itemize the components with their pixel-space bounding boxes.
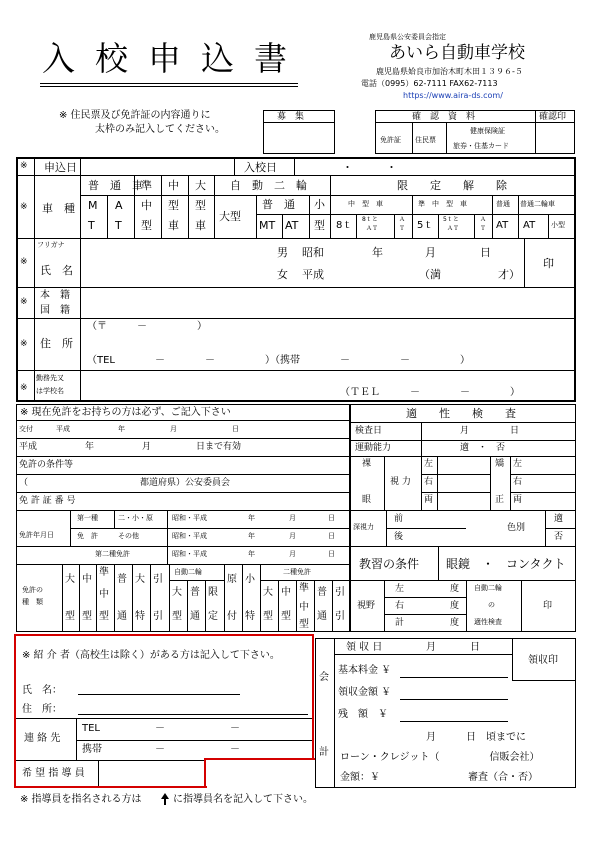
hi2-label[interactable]: 否 [554, 532, 564, 542]
boshu-label: 募 集 [277, 112, 305, 122]
lt-kata-1: 型 [65, 611, 75, 622]
nyuko-field[interactable] [300, 156, 500, 176]
kofu-tsuki: 月 [170, 425, 177, 433]
at-label-2: AT [496, 220, 509, 231]
kyoshu-label: 教習の条件 [359, 557, 420, 571]
at-label-3: AT [523, 220, 536, 231]
lt-naka-3: 中 [281, 587, 291, 598]
sh-1: 昭和・平成 [172, 514, 207, 522]
lt-oo-3: 大 [172, 587, 182, 598]
ryoshukin-label: 領収金額 ￥ [338, 687, 392, 698]
ryoshuin-label: 領収印 [528, 655, 558, 666]
tekiho-label[interactable]: 適 [554, 514, 564, 524]
designation: 鹿児島県公安委員会指定 [369, 33, 446, 41]
school-url[interactable]: https://www.aira-ds.com/ [403, 91, 503, 100]
vision-both: 両 [424, 495, 434, 505]
kofu-hi: 日 [232, 425, 239, 433]
loan-label: ローン・クレジット（ 信販会社） [340, 752, 540, 763]
school-address: 鹿児島県姶良市加治木町木田１３９６-５ [376, 67, 523, 76]
mark-1: ※ [20, 161, 28, 171]
vision-left: 左 [424, 459, 434, 469]
t-label-1: T [88, 219, 95, 232]
gan-label: 眼 [362, 495, 372, 505]
corrected-right: 右 [513, 477, 523, 487]
jido-nirin-label: 自 動 二 輪 [230, 179, 307, 192]
kokomade-label: 月 日 頃までに [426, 732, 526, 743]
license-header: ※ 現在免許をお持ちの方は必ず、ご記入下さい [20, 407, 231, 418]
sh-2: 昭和・平成 [172, 532, 207, 540]
lt-kata-5: 型 [263, 611, 273, 622]
mark-4: ※ [20, 297, 28, 307]
honseki-label: 本 籍 [40, 290, 70, 301]
shinshi-label: 深視力 [353, 523, 374, 531]
lt-kata-2: 型 [82, 611, 92, 622]
school-phone: 電話（0995）62-7111 FAX62-7113 [361, 79, 498, 88]
kofu-nen: 年 [118, 425, 125, 433]
kofu-heisei: 平成 [56, 425, 70, 433]
5tat-at-label: ＡＴ [447, 225, 460, 232]
ref-dash-4: － [230, 744, 240, 755]
lt-kata-6: 型 [281, 611, 291, 622]
kinmu-tel-field[interactable]: （ＴＥＬ － － ） [340, 387, 520, 398]
lt-tsuu-3: 通 [317, 611, 327, 622]
mt-label: MT [259, 219, 276, 232]
mae-label: 前 [394, 514, 404, 524]
sha-label-2: 車 [195, 219, 206, 232]
lt-fu-2: 普 [190, 587, 200, 598]
lt-hiku-1: 引 [153, 574, 163, 585]
hi-b: 日 [328, 532, 335, 540]
sei-label: 正 [495, 495, 505, 505]
lt-kata-4: 型 [172, 611, 182, 622]
postal-field[interactable]: （〒 － ） [87, 321, 207, 332]
referral-name-field[interactable] [78, 680, 240, 694]
yuko-nen: 年 [85, 442, 95, 452]
kei-label: 計 [319, 747, 329, 758]
tsuki-a: 月 [289, 514, 296, 522]
futsu2-label: 普通 [496, 200, 510, 208]
oogata-label: 大型 [219, 210, 241, 223]
nishu-label: 第二種免許 [95, 550, 130, 558]
ref-dash-1: － [155, 723, 165, 734]
ref-tel-label: TEL [82, 723, 100, 734]
sh-3: 昭和・平成 [172, 550, 207, 558]
kogata-label: 小型 [551, 221, 565, 229]
lt-oo-4: 大 [263, 587, 273, 598]
mark-3: ※ [20, 257, 28, 267]
a-small-2: Ａ [480, 216, 487, 223]
moushikomi-field[interactable] [90, 158, 230, 174]
tsuki-c: 月 [289, 550, 296, 558]
jun-chugata-label: 準 中 型 車 [418, 200, 467, 208]
kibo-label: 希 望 指 導 員 [22, 768, 85, 779]
tel-field[interactable]: （TEL － － ）（携帯 － － ） [87, 355, 470, 366]
lt-toku-1: 特 [135, 611, 145, 622]
yuko-heisei: 平成 [19, 442, 38, 452]
no-label: の [488, 601, 495, 609]
lt-sho: 小 [245, 574, 255, 585]
kyo-label: 矯 [495, 459, 505, 469]
hoken-label: 健康保険証 [470, 127, 505, 135]
lt-hiku-3: 引 [335, 587, 345, 598]
nen-a: 年 [248, 514, 255, 522]
kibo-field[interactable] [100, 762, 202, 784]
futsu-label: 普 通 [262, 198, 295, 211]
kata-label-2: 型 [168, 199, 179, 212]
ref-dash-3: － [155, 744, 165, 755]
ra-label: 裸 [362, 459, 372, 469]
gentei-label: 限 定 解 除 [397, 179, 507, 192]
koan-label: 都道府県）公安委員会 [140, 478, 231, 488]
shurui-label-1: 免許の [22, 586, 43, 594]
t-small-2: Ｔ [480, 225, 487, 232]
lt-hiku-4: 引 [335, 611, 345, 622]
onna-label[interactable]: 女 [277, 268, 288, 281]
in-label: 印 [543, 257, 554, 270]
bango-label: 免 許 証 番 号 [19, 496, 76, 506]
lt-tei: 定 [208, 611, 218, 622]
aptitude-header: 適 性 検 査 [406, 407, 516, 420]
kakunin-in-label: 確認印 [539, 112, 567, 122]
renraku-label: 連 絡 先 [24, 733, 61, 744]
furigana-label: フリガナ [37, 241, 65, 249]
shiya-total: 計 [395, 618, 405, 628]
lt-toku-2: 特 [245, 611, 255, 622]
zangaku-label: 残 額 ￥ [338, 709, 388, 720]
kinmu-label-1: 勤務先又 [36, 374, 64, 382]
kai-label: 会 [319, 672, 329, 683]
shiya-right: 右 [395, 601, 405, 611]
lt-fu-3: 普 [317, 587, 327, 598]
jun-label: 準 [141, 179, 152, 192]
8t-label: 8ｔ [336, 220, 353, 231]
man-label: （満 [419, 268, 441, 281]
lt-naka-1: 中 [82, 574, 92, 585]
juminhyo-label: 住民票 [415, 136, 436, 144]
nisho-label: 二・小・原 [118, 514, 153, 522]
nen-label: 年 [372, 246, 383, 259]
lt-oo-2: 大 [135, 574, 145, 585]
at-label-1: AT [285, 219, 299, 232]
sha-label-1: 車 [168, 219, 179, 232]
otoko-label[interactable]: 男 [277, 246, 288, 259]
lt-gen: 限 [208, 587, 218, 598]
hi-c: 日 [328, 550, 335, 558]
kakunin-label: 確 認 資 料 [412, 112, 476, 122]
menkyo-label: 免 許 [77, 532, 98, 540]
shiya-in: 印 [543, 601, 553, 611]
undo-label: 運動能力 [355, 443, 392, 453]
futsu-nirin-label: 普通二輪車 [520, 200, 555, 208]
jido-label: 自動二輪 [474, 584, 502, 592]
t-small-1: Ｔ [399, 225, 406, 232]
referral-note: ※ 紹 介 者（高校生は除く）がある方は記入して下さい。 [22, 650, 280, 661]
ryoshu-label: 領 収 日 [346, 642, 383, 653]
ryoshu-hi: 日 [470, 642, 480, 653]
lt-kata-3: 型 [99, 611, 109, 622]
mark-6: ※ [20, 383, 28, 393]
lt-naka-4: 中 [299, 602, 309, 613]
do-1: 度 [450, 584, 460, 594]
menkyosho-label: 免許証 [380, 136, 401, 144]
kensa-hi: 日 [510, 426, 520, 436]
ref-dash-2: － [230, 723, 240, 734]
hi-label: 日 [480, 246, 491, 259]
referral-name-label: 氏 名： [22, 685, 62, 696]
title-underline-2 [40, 86, 298, 87]
corrected-both: 両 [513, 495, 523, 505]
nyuko-label: 入校日 [244, 161, 277, 174]
sai-label: 才） [498, 268, 520, 281]
kata-label-3: 型 [195, 199, 206, 212]
shiya-label: 視野 [357, 601, 376, 611]
nyuko-dots: ・ ・ [342, 161, 397, 174]
nen-b: 年 [248, 532, 255, 540]
shinsa-label[interactable]: 審査（合・否） [468, 772, 538, 783]
instruction-line-2: 太枠のみ記入してください。 [95, 124, 225, 135]
referral-address-label: 住 所： [22, 704, 62, 715]
gankyo-label[interactable]: 眼鏡 ・ コンタクト [446, 557, 566, 571]
kata-label-4: 型 [314, 219, 325, 232]
arrow-up-icon [160, 792, 170, 806]
shiya-left: 左 [395, 584, 405, 594]
isshu-label: 第一種 [77, 514, 98, 522]
title-underline [40, 83, 298, 84]
showa-label[interactable]: 昭和 [302, 246, 324, 259]
lt-naka-2: 中 [99, 589, 109, 600]
nengappi-label: 免許年月日 [19, 531, 54, 539]
kensa-label: 検査日 [355, 426, 383, 436]
nen-c: 年 [248, 550, 255, 558]
shashu-label: 車 種 [42, 202, 75, 215]
kingaku-label: 金額：￥ [340, 772, 380, 783]
form-title: 入校申込書 [42, 39, 307, 78]
ato-label: 後 [394, 532, 404, 542]
m-label: M [88, 199, 98, 212]
passport-label: 旅券・住基カード [453, 142, 509, 150]
ref-keitai-label: 携帯 [82, 744, 102, 755]
kensa-tsuki: 月 [460, 426, 470, 436]
undo-value[interactable]: 適 ・ 否 [460, 443, 506, 453]
a-small-1: Ａ [399, 216, 406, 223]
shikibetsu-label: 色別 [507, 523, 526, 533]
kinmu-label-2: は学校名 [36, 387, 64, 395]
8tat-at-label: ＡＴ [366, 225, 379, 232]
chu-label: 中 [168, 179, 179, 192]
koan-open: （ [19, 478, 29, 488]
heisei-label[interactable]: 平成 [302, 268, 324, 281]
shurui-label-2: 種 類 [22, 598, 43, 606]
lt-tsuu-1: 通 [117, 611, 127, 622]
kokuseki-label: 国 籍 [40, 305, 70, 316]
dai-label: 大 [195, 179, 206, 192]
footer-note-1: ※ 指導員を指名される方は [20, 794, 142, 805]
lt-jun-2: 準 [299, 583, 309, 594]
lt-tsuki2: 付 [227, 611, 237, 622]
tsuki-label: 月 [425, 246, 436, 259]
shimei-label: 氏 名 [40, 264, 73, 277]
name-field[interactable] [84, 240, 274, 285]
do-3: 度 [450, 618, 460, 628]
ryoshu-tsuki: 月 [426, 642, 436, 653]
tsuki-b: 月 [289, 532, 296, 540]
ko-label: 小 [314, 198, 325, 211]
shiryoku-label: 視 力 [390, 477, 411, 487]
lt-hiku-2: 引 [153, 611, 163, 622]
lt-jun-1: 準 [99, 567, 109, 578]
8tat-label: 8ｔと [362, 216, 378, 223]
kihon-label: 基本料金 ￥ [338, 665, 392, 676]
moushikomi-label: 申込日 [44, 161, 77, 174]
lt-fu-1: 普 [117, 574, 127, 585]
chu-label-2: 中 [141, 199, 152, 212]
t-label-2: T [115, 219, 122, 232]
lt-kata-7: 型 [299, 619, 309, 630]
a-label: A [115, 199, 123, 212]
chugata-sha-label: 中 型 車 [348, 200, 383, 208]
yuko-tsuki: 月 [142, 442, 152, 452]
referral-address-field[interactable] [78, 700, 308, 714]
instruction-line-1: ※ 住民票及び免許証の内容通りに [59, 110, 211, 121]
tekisei-label: 適性検査 [474, 618, 502, 626]
kofu-label: 交付 [19, 425, 33, 433]
school-name: あいら自動車学校 [389, 43, 525, 63]
honseki-field[interactable] [84, 290, 572, 316]
5t-label: 5ｔ [417, 220, 434, 231]
lt-nishu: 二種免許 [283, 568, 311, 576]
jusho-label: 住 所 [40, 337, 73, 350]
futsu-sha-label: 普 通 車 [88, 179, 143, 192]
5tat-label: 5ｔと [443, 216, 459, 223]
footer-note-2: に指導員名を記入して下さい。 [173, 794, 313, 805]
corrected-left: 左 [513, 459, 523, 469]
kata-label-1: 型 [141, 219, 152, 232]
vision-right: 右 [424, 477, 434, 487]
joken-label: 免許の条件等 [19, 460, 74, 470]
hi-a: 日 [328, 514, 335, 522]
lt-jido-nirin: 自動二輪 [174, 568, 202, 576]
sonota-label: その他 [118, 532, 139, 540]
lt-gen2: 原 [227, 574, 237, 585]
mark-2: ※ [20, 202, 28, 212]
mark-5: ※ [20, 339, 28, 349]
yuko-label: 日まで有効 [196, 442, 242, 452]
lt-tsuu-2: 通 [190, 611, 200, 622]
do-2: 度 [450, 601, 460, 611]
lt-oo-1: 大 [65, 574, 75, 585]
